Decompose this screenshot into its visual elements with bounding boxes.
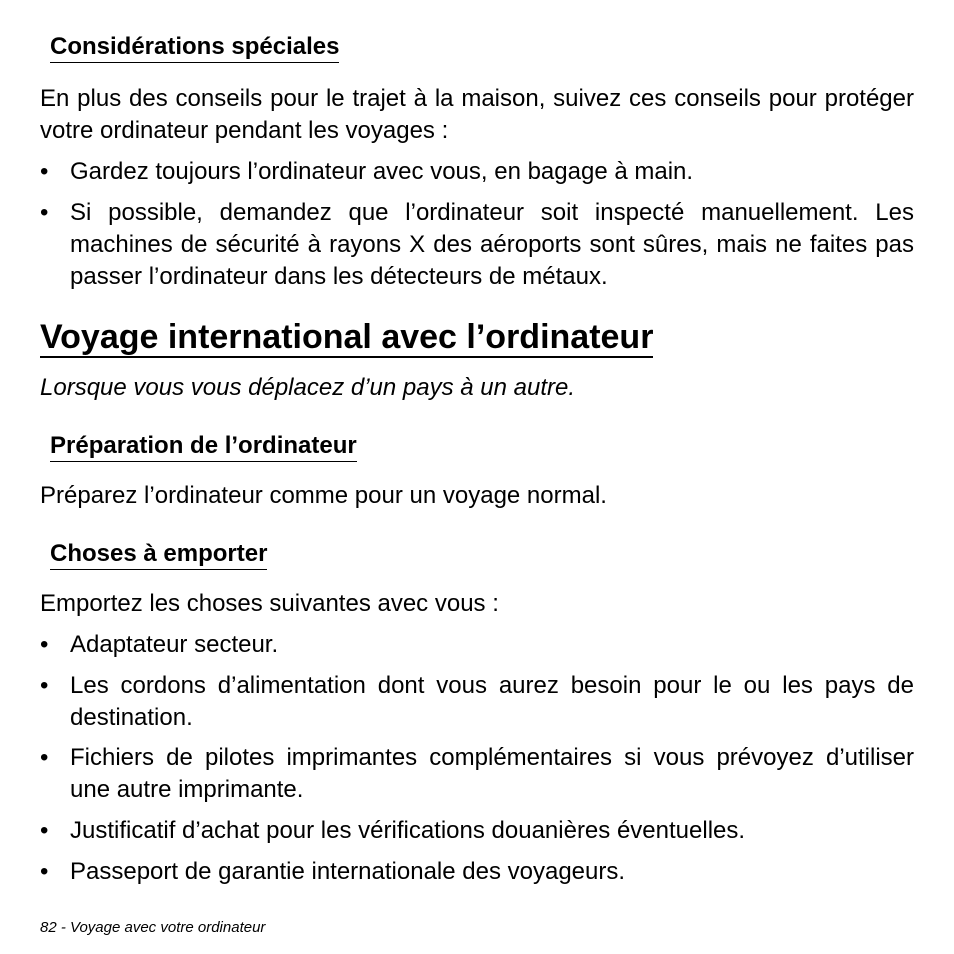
list-item-text: Passeport de garantie internationale des voyageurs. bbox=[70, 858, 626, 885]
special-considerations-paragraph: En plus des conseils pour le trajet à la maison, suivez ces conseils pour protéger votre ordinateur pendant les voyages : bbox=[40, 85, 914, 144]
list-item bbox=[40, 156, 914, 188]
things-to-bring-paragraph: Emportez les choses suivantes avec vous : bbox=[40, 590, 499, 617]
section-heading-preparation: Préparation de l’ordinateur bbox=[50, 432, 357, 462]
page-footer: 82 - Voyage avec votre ordinateur bbox=[40, 919, 266, 936]
page-title: Voyage international avec l’ordinateur bbox=[40, 318, 654, 356]
bullet-icon: • bbox=[40, 858, 49, 885]
section-intro: Lorsque vous vous déplacez d’un pays à un autre. bbox=[40, 374, 576, 401]
bullet-icon: • bbox=[40, 672, 49, 699]
list-item-text: Fichiers de pilotes imprimantes complémentaires si vous prévoyez d’utiliser une autre imprimante. bbox=[70, 744, 914, 803]
section-heading-special-considerations: Considérations spéciales bbox=[50, 33, 339, 63]
list-item bbox=[40, 197, 914, 293]
list-item-text: Justificatif d’achat pour les vérifications douanières éventuelles. bbox=[70, 817, 746, 844]
preparation-paragraph: Préparez l’ordinateur comme pour un voyage normal. bbox=[40, 482, 607, 509]
list-item bbox=[40, 856, 914, 888]
bullet-icon: • bbox=[40, 817, 49, 844]
list-item bbox=[40, 815, 914, 847]
list-item-text: Les cordons d’alimentation dont vous aurez besoin pour le ou les pays de destination. bbox=[70, 672, 914, 731]
list-item bbox=[40, 670, 914, 734]
list-item-text: Adaptateur secteur. bbox=[70, 631, 279, 658]
list-item-text: Gardez toujours l’ordinateur avec vous, en bagage à main. bbox=[70, 158, 694, 185]
bullet-icon: • bbox=[40, 158, 49, 185]
bullet-icon: • bbox=[40, 199, 49, 226]
list-item-text: Si possible, demandez que l’ordinateur soit inspecté manuellement. Les machines de sécurité à rayons X des aéroports sont sûres, mais ne faites pas passer l’ordinateur dans les détecteurs de métaux. bbox=[70, 199, 914, 290]
bullet-icon: • bbox=[40, 631, 49, 658]
list-item bbox=[40, 742, 914, 806]
section-heading-things-to-bring: Choses à emporter bbox=[50, 540, 267, 570]
list-item bbox=[40, 629, 914, 661]
bullet-icon: • bbox=[40, 744, 49, 771]
